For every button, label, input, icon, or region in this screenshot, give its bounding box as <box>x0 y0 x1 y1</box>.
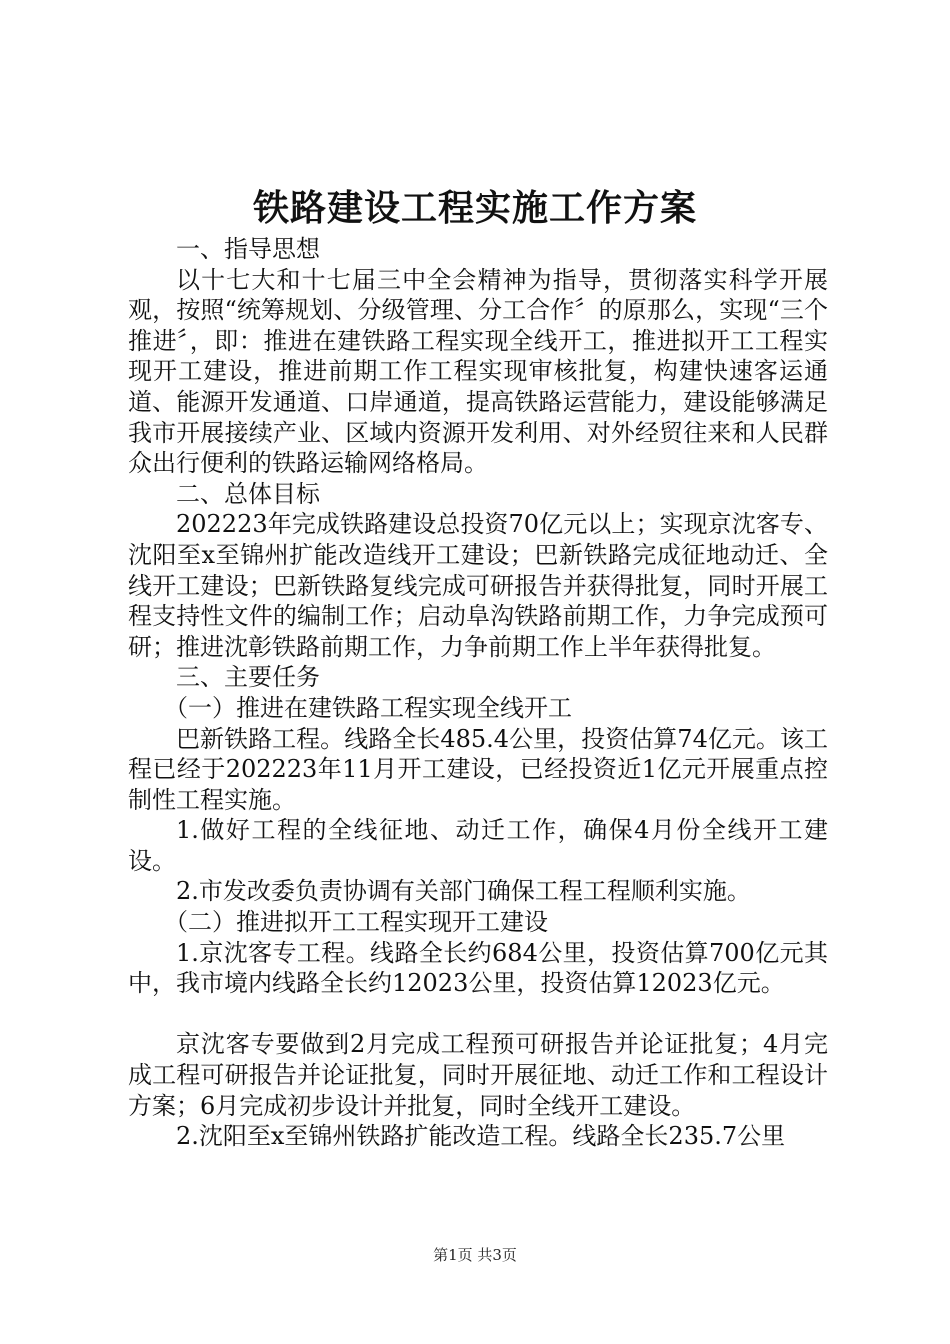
section-heading-guiding-ideology: 一、指导思想 <box>176 235 320 263</box>
section-heading-main-tasks: 三、主要任务 <box>176 663 320 692</box>
list-item-1: 1.做好工程的全线征地、动迁工作，确保4月份全线开工建设。 <box>128 816 828 875</box>
section-heading-overall-goals: 二、总体目标 <box>176 479 320 508</box>
document-title: 铁路建设工程实施工作方案 <box>252 187 697 229</box>
page-number-footer: 第1页 共3页 <box>433 1246 517 1264</box>
subsection-heading-2: （二）推进拟开工工程实现开工建设 <box>164 908 548 937</box>
document-body <box>128 234 828 1152</box>
paragraph-jingshen-project: 1.京沈客专工程。线路全长约684公里，投资估算700亿元其中，我市境内线路全长约12023公里，投资估算12023亿元。 <box>128 938 828 998</box>
paragraph-guiding-ideology: 以十七大和十七届三中全会精神为指导，贯彻落实科学开展观，按照“统筹规划、分级管理、分工合作〞的原那么，实现“三个推进〞，即：推进在建铁路工程实现全线开工，推进拟开工工程实现开工建设，推进前期工作工程实现审核批复，构建快速客运通道、能源开发通道、口岸通道，提高铁路运营能力，建设能够满足我市开展接续产业、区域内资源开发利用、对外经贸往来和人民群众出行便利的铁路运输网络格局。 <box>128 265 828 478</box>
paragraph-jingshen-schedule: 京沈客专要做到2月完成工程预可研报告并论证批复；4月完成工程可研报告并论证批复，同时开展征地、动迁工作和工程设计方案；6月完成初步设计并批复，同时全线开工建设。 <box>128 1030 828 1120</box>
paragraph-shenyang-jinzhou: 2.沈阳至x至锦州铁路扩能改造工程。线路全长235.7公里 <box>176 1122 786 1151</box>
paragraph-baxin-railway: 巴新铁路工程。线路全长485.4公里，投资估算74亿元。该工程已经于202223年11月开工建设，已经投资近1亿元开展重点控制性工程实施。 <box>128 724 828 814</box>
list-item-2: 2.市发改委负责协调有关部门确保工程工程顺利实施。 <box>176 877 751 906</box>
paragraph-overall-goals: 202223年完成铁路建设总投资70亿元以上；实现京沈客专、沈阳至x至锦州扩能改造线开工建设；巴新铁路完成征地动迁、全线开工建设；巴新铁路复线完成可研报告并获得批复，同时开展工程支持性文件的编制工作；启动阜沟铁路前期工作，力争完成预可研；推进沈彰铁路前期工作，力争前期工作上半年获得批复。 <box>128 510 828 661</box>
subsection-heading-1: （一）推进在建铁路工程实现全线开工 <box>164 693 572 722</box>
